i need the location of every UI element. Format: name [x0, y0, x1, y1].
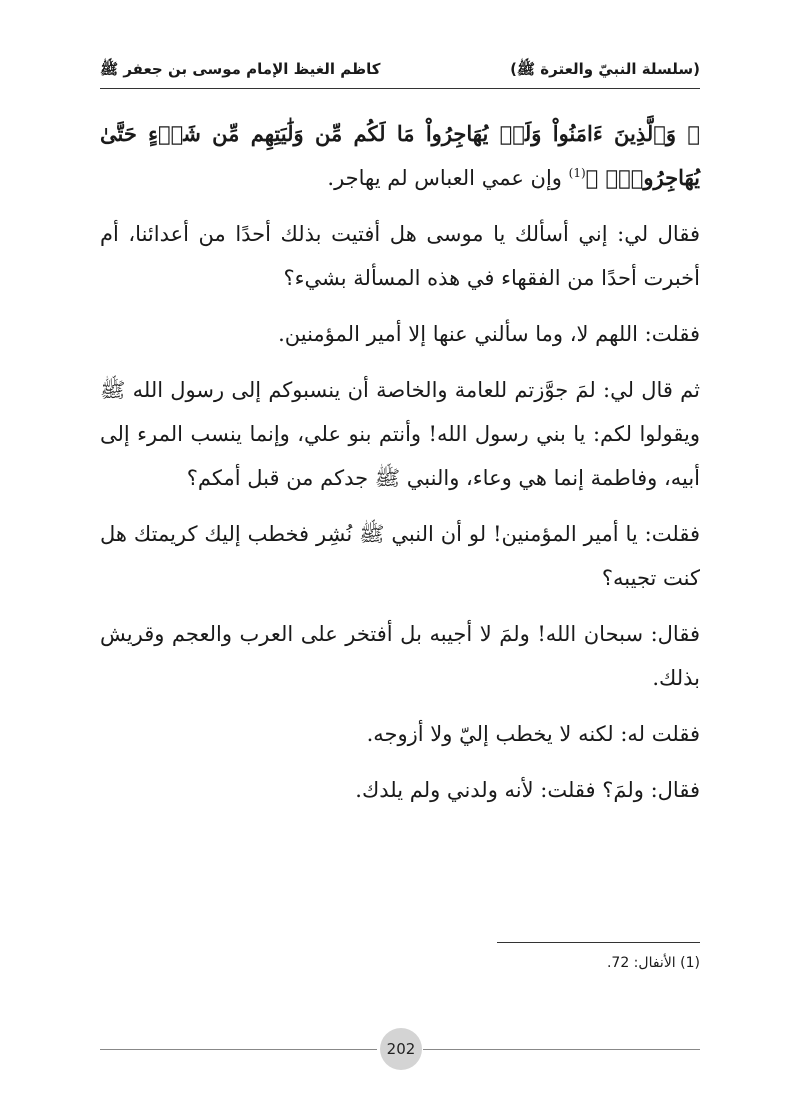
book-title: كاظم الغيظ الإمام موسى بن جعفر ﷺ [100, 60, 381, 78]
main-text [100, 112, 700, 824]
paragraph-8: فقال: ولمَ؟ فقلت: لأنه ولدني ولم يلدك. [355, 778, 700, 802]
page-number: 202 [380, 1028, 422, 1070]
footnote-divider [497, 942, 700, 943]
footnote: (1) الأنفال: 72. [606, 955, 700, 971]
paragraph-4: ثم قال لي: لمَ جوَّزتم للعامة والخاصة أن ينسبوكم إلى رسول الله ﷺ ويقولوا لكم: يا بني رسول الله! وأنتم بنو علي، وإنما ينسب المرء إلى أبيه، وفاطمة إنما هي وعاء، والنبي ﷺ جدكم من قبل أمكم؟ [100, 378, 700, 490]
footnote-reference: (1) [568, 166, 586, 180]
footer-rule-right [423, 1049, 700, 1050]
paragraph-1 [100, 112, 700, 200]
paragraph-5: فقلت: يا أمير المؤمنين! لو أن النبي ﷺ نُشِر فخطب إليك كريمتك هل كنت تجيبه؟ [100, 522, 700, 590]
series-title: (سلسلة النبيّ والعترة ﷺ) [510, 60, 700, 78]
paragraph-7: فقلت له: لكنه لا يخطب إليّ ولا أزوجه. [366, 722, 700, 746]
footer-rule-left [100, 1049, 377, 1050]
paragraph-3: فقلت: اللهم لا، وما سألني عنها إلا أمير المؤمنين. [278, 322, 700, 346]
paragraph-1-text: وإن عمي العباس لم يهاجر. [327, 166, 569, 190]
running-header [100, 54, 700, 89]
quran-verse: ﴿ وَٱلَّذِينَ ءَامَنُواْ وَلَمۡ يُهَاجِرُواْ مَا لَكُم مِّن وَلَٰيَتِهِم مِّن شَيۡءٍ حَتَّىٰ يُهَاجِرُواْۚ ﴾ [100, 121, 700, 190]
paragraph-6: فقال: سبحان الله! ولمَ لا أجيبه بل أفتخر على العرب والعجم وقريش بذلك. [100, 622, 700, 690]
paragraph-2: فقال لي: إني أسألك يا موسى هل أفتيت بذلك أحدًا من أعدائنا، أم أخبرت أحدًا من الفقهاء في هذه المسألة بشيء؟ [100, 222, 700, 290]
